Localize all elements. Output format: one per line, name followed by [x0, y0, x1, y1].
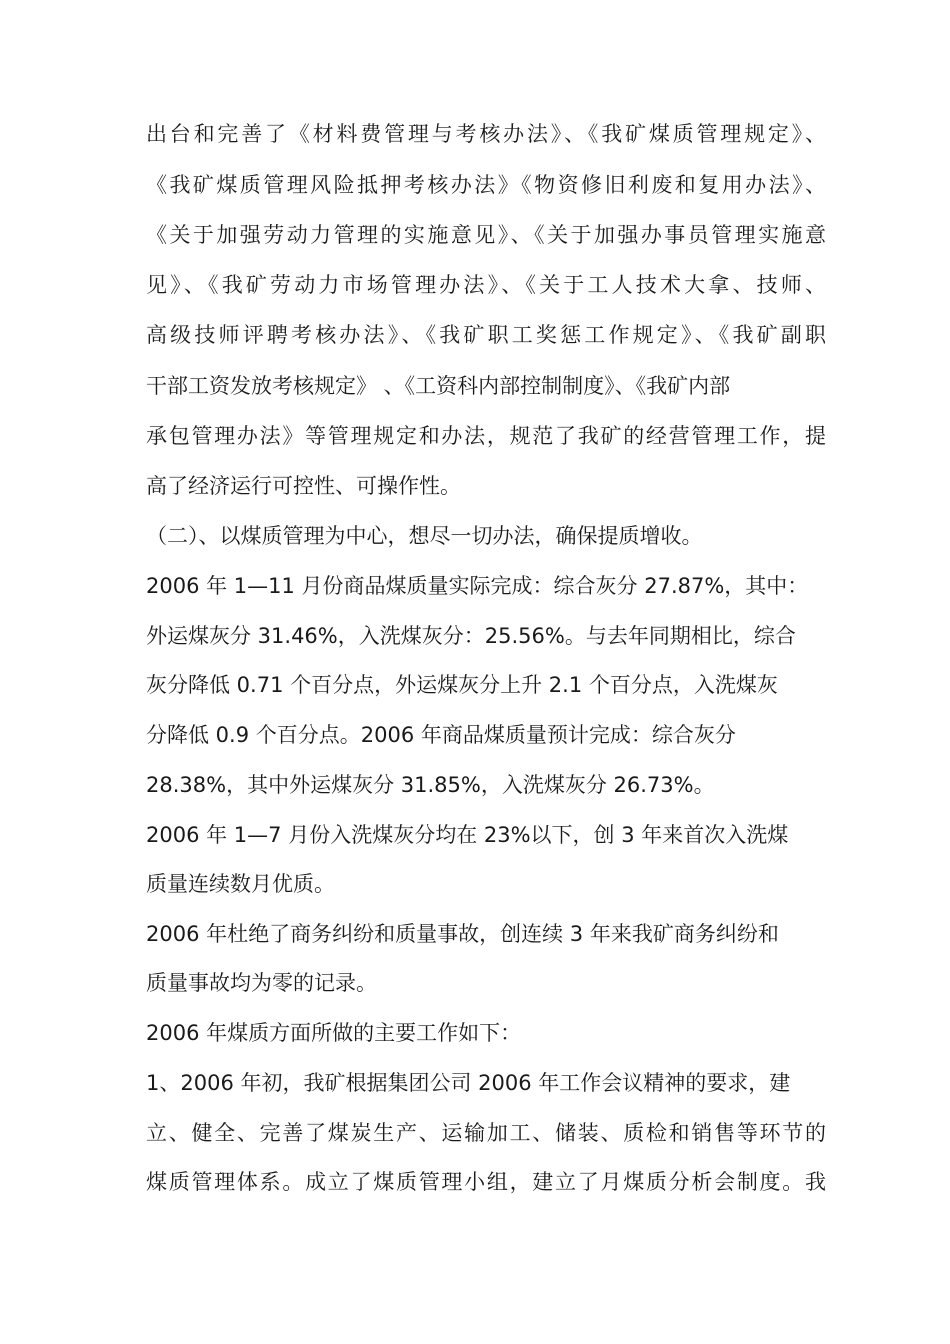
text-line: 高了经济运行可控性、可操作性。	[146, 474, 461, 498]
text-line: 干部工资发放考核规定》 、《工资科内部控制制度》、《我矿内部	[146, 374, 731, 398]
text-line: 分降低 0.9 个百分点。2006 年商品煤质量预计完成：综合灰分	[146, 723, 736, 747]
text-line: 质量连续数月优质。	[146, 872, 335, 896]
text-line: 高级技师评聘考核办法》、《我矿职工奖惩工作规定》、《我矿副职	[146, 323, 826, 347]
text-line: 28.38%，其中外运煤灰分 31.85%，入洗煤灰分 26.73%。	[146, 773, 715, 797]
text-line: 煤质管理体系。成立了煤质管理小组，建立了月煤质分析会制度。我	[146, 1170, 826, 1194]
text-line: 1、2006 年初，我矿根据集团公司 2006 年工作会议精神的要求，建	[146, 1071, 791, 1095]
text-line: 灰分降低 0.71 个百分点，外运煤灰分上升 2.1 个百分点，入洗煤灰	[146, 673, 778, 697]
text-line: 2006 年煤质方面所做的主要工作如下：	[146, 1021, 522, 1045]
text-line: 质量事故均为零的记录。	[146, 971, 377, 995]
text-line: 外运煤灰分 31.46%，入洗煤灰分：25.56%。与去年同期相比，综合	[146, 624, 796, 648]
text-line: 《关于加强劳动力管理的实施意见》、《关于加强办事员管理实施意	[146, 223, 826, 247]
text-line: 见》、《我矿劳动力市场管理办法》、《关于工人技术大拿、技师、	[146, 273, 826, 297]
text-line: 《我矿煤质管理风险抵押考核办法》《物资修旧利废和复用办法》、	[146, 173, 826, 197]
text-line: 承包管理办法》等管理规定和办法，规范了我矿的经营管理工作，提	[146, 424, 826, 448]
text-line: 出台和完善了《材料费管理与考核办法》、《我矿煤质管理规定》、	[146, 122, 826, 146]
text-line: 2006 年杜绝了商务纠纷和质量事故，创连续 3 年来我矿商务纠纷和	[146, 922, 779, 946]
text-line: 立、健全、完善了煤炭生产、运输加工、储装、质检和销售等环节的	[146, 1121, 826, 1145]
text-line: 2006 年 1—11 月份商品煤质量实际完成：综合灰分 27.87%，其中：	[146, 574, 809, 598]
section-heading: （二）、以煤质管理为中心，想尽一切办法，确保提质增收。	[146, 524, 703, 548]
text-line: 2006 年 1—7 月份入洗煤灰分均在 23%以下，创 3 年来首次入洗煤	[146, 823, 789, 847]
